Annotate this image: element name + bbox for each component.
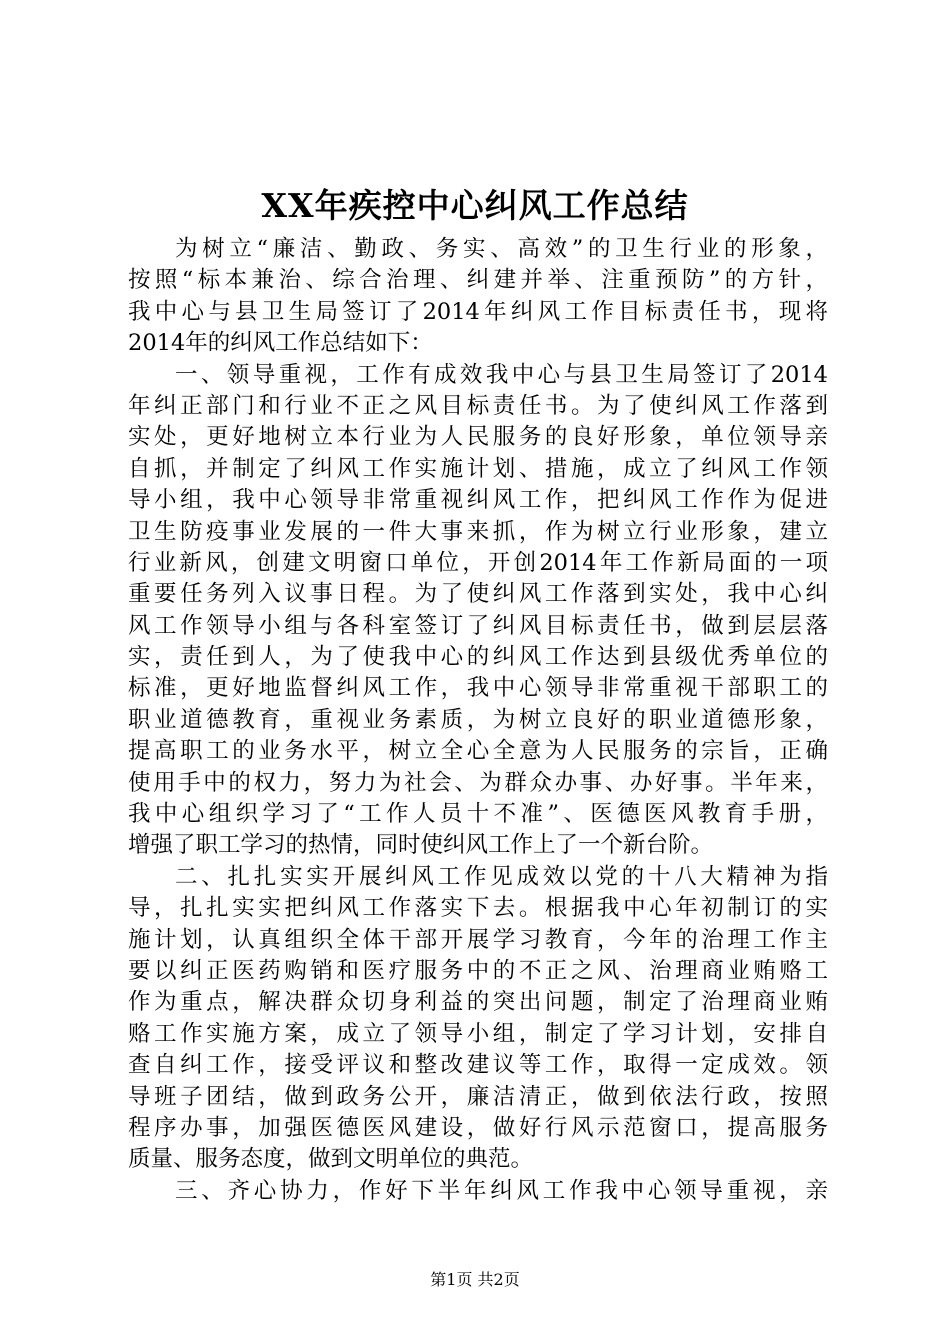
page-number: 第1页 共2页 (430, 1270, 520, 1289)
body-line: 年纠正部门和行业不正之风目标责任书。为了使纠风工作落到 (128, 392, 828, 419)
body-line: 我中心与县卫生局签订了2014年纠风工作目标责任书，现将 (128, 298, 828, 325)
body-line: 三、齐心协力，作好下半年纠风工作我中心领导重视，亲 (175, 1177, 828, 1204)
body-line: 程序办事，加强医德医风建设，做好行风示范窗口，提高服务 (128, 1114, 828, 1141)
body-line: 风工作领导小组与各科室签订了纠风目标责任书，做到层层落 (128, 612, 828, 639)
body-line: 实，责任到人，为了使我中心的纠风工作达到县级优秀单位的 (128, 644, 828, 671)
body-line: 导班子团结，做到政务公开，廉洁清正，做到依法行政，按照 (128, 1083, 828, 1110)
body-line: 重要任务列入议事日程。为了使纠风工作落到实处，我中心纠 (128, 581, 828, 608)
body-line: 2014年的纠风工作总结如下： (128, 330, 433, 357)
body-line: 二、扎扎实实开展纠风工作见成效以党的十八大精神为指 (175, 863, 828, 890)
body-line: 施计划，认真组织全体干部开展学习教育，今年的治理工作主 (128, 926, 828, 953)
body-line: 职业道德教育，重视业务素质，为树立良好的职业道德形象， (128, 706, 828, 733)
body-line: 作为重点，解决群众切身利益的突出问题，制定了治理商业贿 (128, 989, 828, 1016)
body-line: 为树立“廉洁、勤政、务实、高效”的卫生行业的形象， (175, 236, 828, 262)
body-line: 卫生防疫事业发展的一件大事来抓，作为树立行业形象，建立 (128, 518, 828, 545)
body-line: 按照“标本兼治、综合治理、纠建并举、注重预防”的方针， (128, 267, 828, 294)
body-line: 查自纠工作，接受评议和整改建议等工作，取得一定成效。领 (128, 1052, 828, 1079)
document-title: XX年疾控中心纠风工作总结 (261, 186, 689, 225)
body-line: 要以纠正医药购销和医疗服务中的不正之风、治理商业贿赂工 (128, 957, 828, 984)
body-line: 使用手中的权力，努力为社会、为群众办事、办好事。半年来， (128, 769, 828, 796)
body-line: 行业新风，创建文明窗口单位，开创2014年工作新局面的一项 (128, 549, 828, 576)
body-line: 标准，更好地监督纠风工作，我中心领导非常重视干部职工的 (128, 675, 828, 702)
body-line: 质量、服务态度，做到文明单位的典范。 (128, 1146, 534, 1173)
body-line: 自抓，并制定了纠风工作实施计划、措施，成立了纠风工作领 (128, 455, 828, 482)
body-line: 赂工作实施方案，成立了领导小组，制定了学习计划，安排自 (128, 1020, 828, 1047)
body-line: 提高职工的业务水平，树立全心全意为人民服务的宗旨，正确 (128, 738, 828, 765)
body-line: 我中心组织学习了“工作人员十不准”、医德医风教育手册， (128, 801, 828, 828)
body-line: 导，扎扎实实把纠风工作落实下去。根据我中心年初制订的实 (128, 895, 828, 922)
document-body (128, 234, 828, 1207)
body-line: 实处，更好地树立本行业为人民服务的良好形象，单位领导亲 (128, 424, 828, 451)
body-line: 增强了职工学习的热情，同时使纠风工作上了一个新台阶。 (128, 832, 714, 859)
body-line: 导小组，我中心领导非常重视纠风工作，把纠风工作作为促进 (128, 487, 828, 514)
body-line: 一、领导重视，工作有成效我中心与县卫生局签订了2014 (175, 361, 828, 388)
